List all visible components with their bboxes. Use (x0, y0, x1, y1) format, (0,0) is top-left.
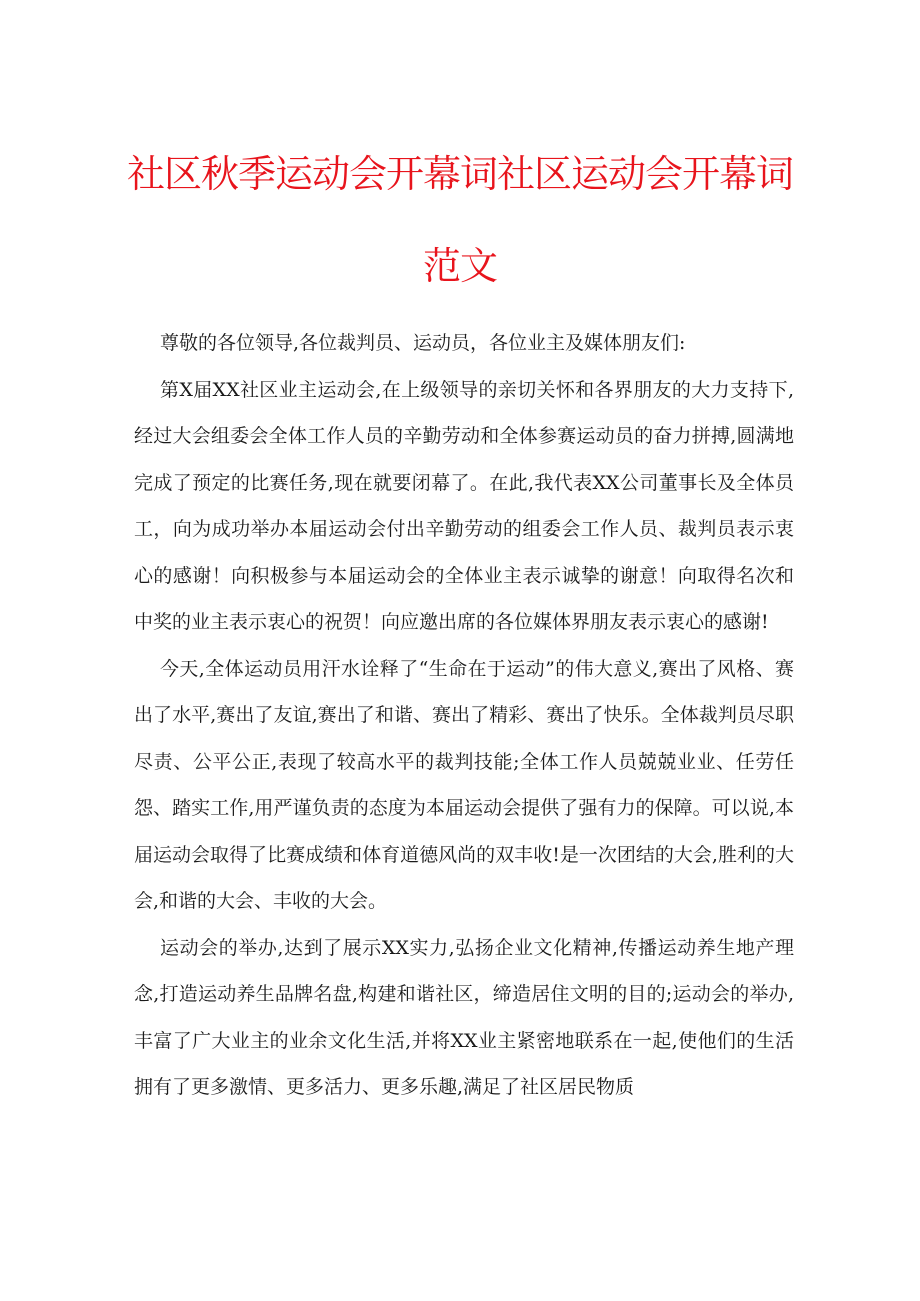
document-title: 社区秋季运动会开幕词社区运动会开幕词范文 (126, 152, 793, 288)
document-body (134, 320, 794, 1111)
salutation-paragraph: 尊敬的各位领导,各位裁判员、运动员，各位业主及媒体朋友们: (160, 332, 686, 354)
body-paragraph-2: 今天,全体运动员用汗水诠释了“生命在于运动”的伟大意义,赛出了风格、赛出了水平,赛出了友谊,赛出了和谐、赛出了精彩、赛出了快乐。全体裁判员尽职尽责、公平公正,表现了较高水平的裁判技能;全体工作人员兢兢业业、任劳任怨、踏实工作,用严谨负责的态度为本届运动会提供了强有力的保障。可以说,本届运动会取得了比赛成绩和体育道德风尚的双丰收!是一次团结的大会,胜利的大会,和谐的大会、丰收的大会。 (134, 657, 794, 912)
body-paragraph-3: 运动会的举办,达到了展示XX实力,弘扬企业文化精神,传播运动养生地产理念,打造运动养生品牌名盘,构建和谐社区，缔造居住文明的目的;运动会的举办,丰富了广大业主的业余文化生活,并将XX业主紧密地联系在一起,使他们的生活拥有了更多激情、更多活力、更多乐趣,满足了社区居民物质 (134, 936, 794, 1098)
body-paragraph-1: 第X届XX社区业主运动会,在上级领导的亲切关怀和各界朋友的大力支持下,经过大会组委会全体工作人员的辛勤劳动和全体参赛运动员的奋力拼搏,圆满地完成了预定的比赛任务,现在就要闭幕了。在此,我代表XX公司董事长及全体员工，向为成功举办本届运动会付出辛勤劳动的组委会工作人员、裁判员表示衷心的感谢！向积极参与本届运动会的全体业主表示诚挚的谢意！向取得名次和中奖的业主表示衷心的祝贺！向应邀出席的各位媒体界朋友表示衷心的感谢! (134, 378, 794, 633)
